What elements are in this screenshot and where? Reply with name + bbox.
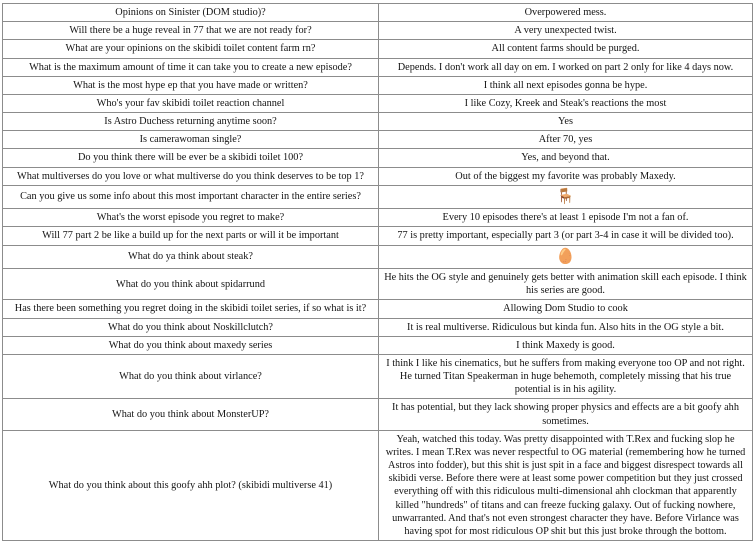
answer-cell: Allowing Dom Studio to cook (379, 300, 753, 318)
table-row (3, 209, 753, 227)
question-cell: What is the most hype ep that you have made or written? (3, 76, 379, 94)
question-cell: Has there been something you regret doing in the skibidi toilet series, if so what is it? (3, 300, 379, 318)
table-row (3, 94, 753, 112)
table-row (3, 58, 753, 76)
table-row (3, 76, 753, 94)
answer-cell: I like Cozy, Kreek and Steak's reactions the most (379, 94, 753, 112)
answer-cell: Every 10 episodes there's at least 1 episode I'm not a fan of. (379, 209, 753, 227)
answer-cell: Yeah, watched this today. Was pretty disappointed with T.Rex and fucking slop he writes. I mean T.Rex was never respectful to OG material (remembering how he turned Astros into fodder), but this shit is just spit in a face and biggest disrespect towards all skibidi verse. Before there were at least some power competition but they just crossed everything off with this ridiculous multi-dimensional ahh clockman that apparently killed "hundreds" of titans and can freeze fucking galaxy. Out of fucking nowhere, unwarranted. And that's not even strongest character they have. Before Virlance was having spot for most ridiculous OP shit but this just broke through the bottom. (379, 430, 753, 540)
answer-cell: It is real multiverse. Ridiculous but kinda fun. Also hits in the OG style a bit. (379, 318, 753, 336)
table-row (3, 245, 753, 269)
answer-cell: Out of the biggest my favorite was probably Maxedy. (379, 167, 753, 185)
table-row (3, 354, 753, 399)
table-row (3, 269, 753, 300)
qa-table (2, 3, 753, 541)
answer-cell: I think I like his cinematics, but he suffers from making everyone too OP and not right. He turned Titan Speakerman in huge behemoth, completely missing that his true potential is in his agility. (379, 354, 753, 399)
answer-cell: A very unexpected twist. (379, 22, 753, 40)
table-row (3, 399, 753, 430)
table-row (3, 430, 753, 540)
question-cell: Will there be a huge reveal in 77 that we are not ready for? (3, 22, 379, 40)
question-cell: Who's your fav skibidi toilet reaction channel (3, 94, 379, 112)
table-row (3, 185, 753, 209)
answer-cell: Yes, and beyond that. (379, 149, 753, 167)
qa-table-body (3, 4, 753, 541)
table-row (3, 113, 753, 131)
question-cell: Is Astro Duchess returning anytime soon? (3, 113, 379, 131)
question-cell: What do you think about maxedy series (3, 336, 379, 354)
answer-cell: I think all next episodes gonna be hype. (379, 76, 753, 94)
table-row (3, 227, 753, 245)
answer-cell: Depends. I don't work all day on em. I worked on part 2 only for like 4 days now. (379, 58, 753, 76)
question-cell: What do you think about virlance? (3, 354, 379, 399)
egg-emoji: 🥚 (379, 245, 753, 269)
table-row (3, 131, 753, 149)
question-cell: Is camerawoman single? (3, 131, 379, 149)
question-cell: What is the maximum amount of time it can take you to create a new episode? (3, 58, 379, 76)
question-cell: What multiverses do you love or what multiverse do you think deserves to be top 1? (3, 167, 379, 185)
question-cell: Opinions on Sinister (DOM studio)? (3, 4, 379, 22)
table-row (3, 149, 753, 167)
table-row (3, 300, 753, 318)
chair-emoji: 🪑 (379, 185, 753, 209)
answer-cell: After 70, yes (379, 131, 753, 149)
question-cell: Can you give us some info about this most important character in the entire series? (3, 185, 379, 209)
answer-cell: 77 is pretty important, especially part 3 (or part 3-4 in case it will be divided too). (379, 227, 753, 245)
table-row (3, 4, 753, 22)
question-cell: What do you think about Noskillclutch? (3, 318, 379, 336)
table-row (3, 22, 753, 40)
question-cell: What do you think about this goofy ahh plot? (skibidi multiverse 41) (3, 430, 379, 540)
table-row (3, 40, 753, 58)
question-cell: What do you think about spidarrund (3, 269, 379, 300)
question-cell: Will 77 part 2 be like a build up for the next parts or will it be important (3, 227, 379, 245)
question-cell: What do ya think about steak? (3, 245, 379, 269)
table-row (3, 167, 753, 185)
question-cell: What's the worst episode you regret to make? (3, 209, 379, 227)
question-cell: Do you think there will be ever be a skibidi toilet 100? (3, 149, 379, 167)
question-cell: What do you think about MonsterUP? (3, 399, 379, 430)
answer-cell: I think Maxedy is good. (379, 336, 753, 354)
answer-cell: Yes (379, 113, 753, 131)
answer-cell: All content farms should be purged. (379, 40, 753, 58)
table-row (3, 318, 753, 336)
question-cell: What are your opinions on the skibidi toilet content farm rn? (3, 40, 379, 58)
answer-cell: Overpowered mess. (379, 4, 753, 22)
answer-cell: He hits the OG style and genuinely gets better with animation skill each episode. I think his series are good. (379, 269, 753, 300)
answer-cell: It has potential, but they lack showing proper physics and effects are a bit goofy ahh sometimes. (379, 399, 753, 430)
table-row (3, 336, 753, 354)
